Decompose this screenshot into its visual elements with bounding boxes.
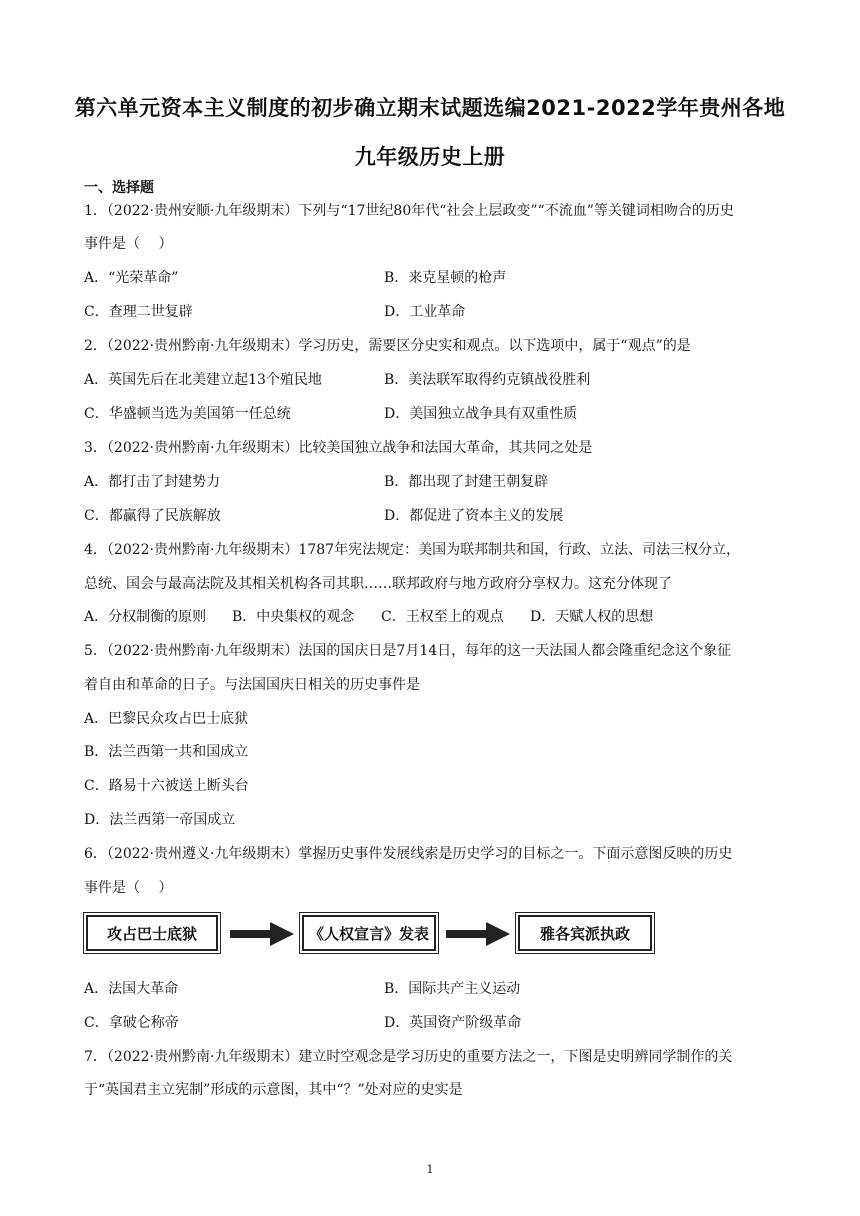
question-5-option-b: B．法兰西第一共和国成立 bbox=[84, 744, 249, 760]
question-3-option-d: D．都促进了资本主义的发展 bbox=[384, 508, 564, 524]
flow-arrow-icon bbox=[446, 921, 510, 947]
question-1-option-a: A．“光荣革命” bbox=[84, 270, 179, 286]
question-3-option-b: B．都出现了封建王朝复辟 bbox=[384, 474, 549, 490]
question-1-option-b: B．来克星顿的枪声 bbox=[384, 270, 507, 286]
document-title-line1: 第六单元资本主义制度的初步确立期末试题选编2021-2022学年贵州各地 bbox=[74, 96, 786, 120]
page-number: 1 bbox=[426, 1163, 434, 1176]
question-6-option-a: A．法国大革命 bbox=[84, 981, 179, 997]
question-6-option-d: D．英国资产阶级革命 bbox=[384, 1015, 522, 1031]
question-4-text-cont: 总统、国会与最高法院及其相关机构各司其职……联邦政府与地方政府分享权力。这充分体现了 bbox=[84, 576, 672, 592]
question-3-option-c: C．都赢得了民族解放 bbox=[84, 508, 221, 524]
question-2-text: 2．（2022·贵州黔南·九年级期末）学习历史，需要区分史实和观点。以下选项中，属于“观点”的是 bbox=[84, 338, 691, 354]
event-flow-diagram bbox=[84, 915, 654, 957]
question-3-option-a: A．都打击了封建势力 bbox=[84, 474, 221, 490]
flow-box-bastille: 攻占巴士底狱 bbox=[86, 915, 218, 951]
question-1-option-c: C．查理二世复辟 bbox=[84, 304, 193, 320]
question-6-option-c: C．拿破仑称帝 bbox=[84, 1015, 179, 1031]
question-2-option-b: B．美法联军取得约克镇战役胜利 bbox=[384, 372, 591, 388]
question-4-option-c: C．王权至上的观点 bbox=[381, 609, 504, 625]
question-1-option-d: D．工业革命 bbox=[384, 304, 466, 320]
flow-box-jacobins: 雅各宾派执政 bbox=[518, 915, 652, 951]
question-6-text-cont: 事件是（ ） bbox=[84, 880, 173, 896]
question-1-text-cont: 事件是（ ） bbox=[84, 236, 173, 252]
question-7-text-cont: 于“英国君主立宪制”形成的示意图，其中“？”处对应的史实是 bbox=[84, 1082, 463, 1098]
question-4-option-a: A．分权制衡的原则 bbox=[84, 609, 207, 625]
question-4-text: 4．（2022·贵州黔南·九年级期末）1787年宪法规定：美国为联邦制共和国，行政、立法、司法三权分立， bbox=[84, 542, 741, 558]
section-heading: 一、选择题 bbox=[84, 180, 154, 196]
question-5-text: 5．（2022·贵州黔南·九年级期末）法国的国庆日是7月14日，每年的这一天法国人都会隆重纪念这个象征 bbox=[84, 643, 732, 659]
question-2-option-d: D．美国独立战争具有双重性质 bbox=[384, 406, 578, 422]
question-2-option-a: A．英国先后在北美建立起13个殖民地 bbox=[84, 372, 322, 388]
question-7-text: 7．（2022·贵州黔南·九年级期末）建立时空观念是学习历史的重要方法之一，下图是史明辨同学制作的关 bbox=[84, 1049, 733, 1065]
question-5-text-cont: 着自由和革命的日子。与法国国庆日相关的历史事件是 bbox=[84, 677, 420, 693]
question-5-option-c: C．路易十六被送上断头台 bbox=[84, 778, 249, 794]
question-3-text: 3．（2022·贵州黔南·九年级期末）比较美国独立战争和法国大革命，其共同之处是 bbox=[84, 440, 593, 456]
document-title-line2: 九年级历史上册 bbox=[354, 145, 506, 169]
question-1-text: 1．（2022·贵州安顺·九年级期末）下列与“17世纪80年代“社会上层政变”“不流血”等关键词相吻合的历史 bbox=[84, 203, 734, 219]
flow-arrow-icon bbox=[230, 921, 294, 947]
flow-box-declaration: 《人权宣言》发表 bbox=[302, 915, 436, 951]
question-6-text: 6．（2022·贵州遵义·九年级期末）掌握历史事件发展线索是历史学习的目标之一。下面示意图反映的历史 bbox=[84, 846, 733, 862]
question-2-option-c: C．华盛顿当选为美国第一任总统 bbox=[84, 406, 291, 422]
question-4-option-b: B．中央集权的观念 bbox=[232, 609, 355, 625]
question-5-option-d: D．法兰西第一帝国成立 bbox=[84, 812, 236, 828]
question-4-option-d: D．天赋人权的思想 bbox=[530, 609, 654, 625]
question-6-option-b: B．国际共产主义运动 bbox=[384, 981, 521, 997]
question-5-option-a: A．巴黎民众攻占巴士底狱 bbox=[84, 711, 249, 727]
